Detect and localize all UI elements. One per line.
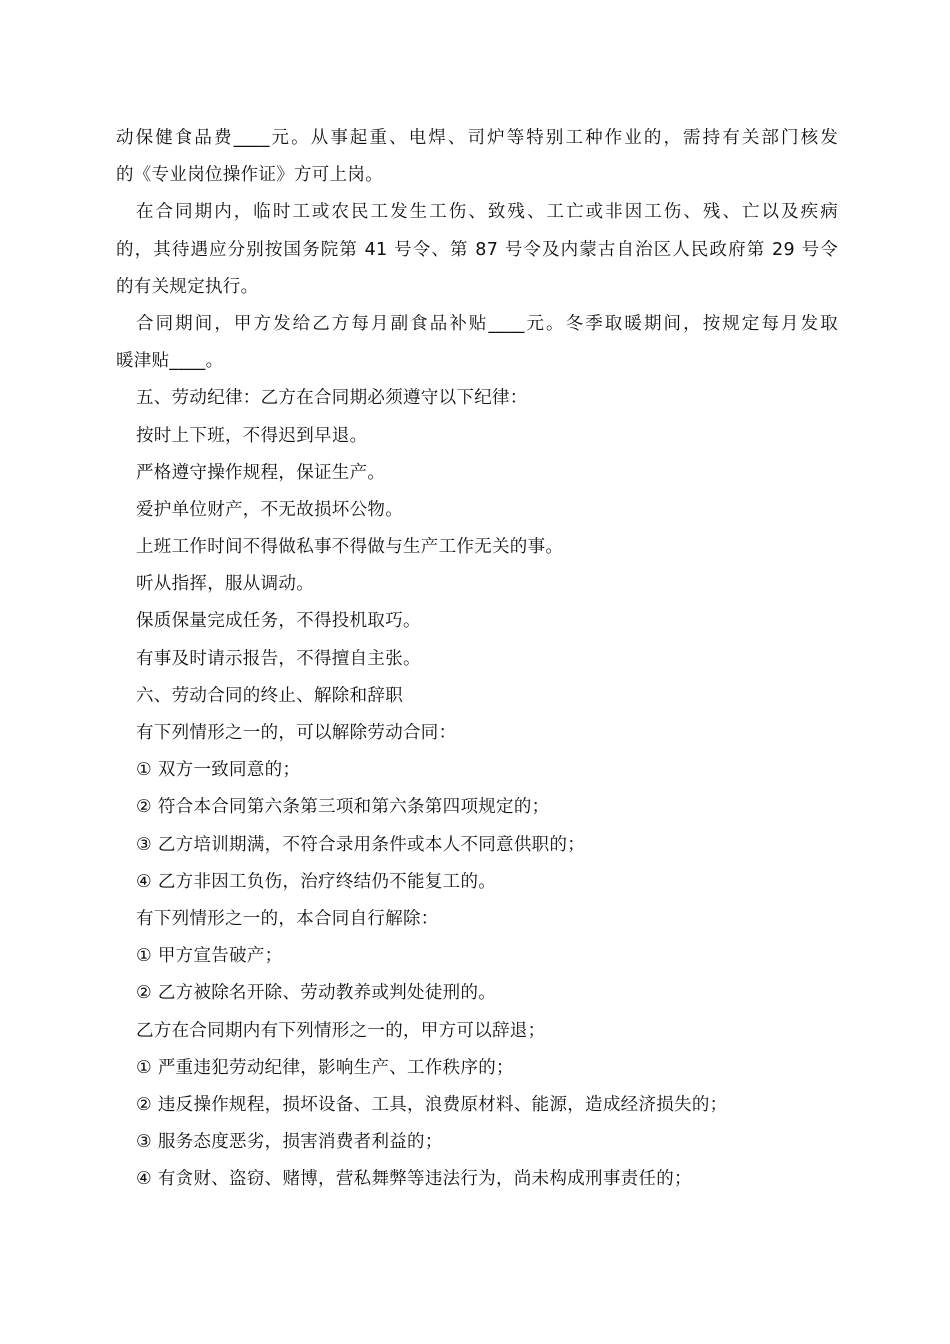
text-line: ② 乙方被除名开除、劳动教养或判处徒刑的。 xyxy=(136,983,497,1004)
text-line: 上班工作时间不得做私事不得做与生产工作无关的事。 xyxy=(136,537,564,558)
text-line: 暖津贴____。 xyxy=(116,351,224,372)
text-line: 有下列情形之一的，可以解除劳动合同： xyxy=(136,723,457,743)
text-line: 爱护单位财产，不无故损坏公物。 xyxy=(136,499,403,520)
text-line: 动保健食品费____元。从事起重、电焊、司炉等特别工种作业的，需持有关部门核发 xyxy=(116,128,838,148)
text-line: 合同期间，甲方发给乙方每月副食品补贴____元。冬季取暖期间，按规定每月发取 xyxy=(136,313,838,334)
text-line: 乙方在合同期内有下列情形之一的，甲方可以辞退； xyxy=(136,1020,546,1041)
text-line: ③ 乙方培训期满，不符合录用条件或本人不同意供职的； xyxy=(136,834,586,855)
text-line: 在合同期内，临时工或农民工发生工伤、致残、工亡或非因工伤、残、亡以及疾病 xyxy=(136,202,838,223)
text-line: ③ 服务态度恶劣，损害消费者利益的； xyxy=(136,1132,443,1153)
text-line: 五、劳动纪律：乙方在合同期必须遵守以下纪律： xyxy=(136,388,528,409)
text-line: 按时上下班，不得迟到早退。 xyxy=(136,425,368,446)
text-line: ① 甲方宣告破产； xyxy=(136,946,283,967)
text-line: 的有关规定执行。 xyxy=(116,276,259,297)
text-line: 的《专业岗位操作证》方可上岗。 xyxy=(116,165,383,186)
text-line: ② 符合本合同第六条第三项和第六条第四项规定的； xyxy=(136,797,550,818)
text-line: 的，其待遇应分别按国务院第 41 号令、第 87 号令及内蒙古自治区人民政府第 29 号令 xyxy=(116,239,838,260)
text-line: 六、劳动合同的终止、解除和辞职 xyxy=(136,685,403,706)
text-line: 有事及时请示报告，不得擅自主张。 xyxy=(136,648,421,669)
text-line: 保质保量完成任务，不得投机取巧。 xyxy=(136,611,421,632)
text-line: ① 严重违犯劳动纪律，影响生产、工作秩序的； xyxy=(136,1057,514,1078)
text-line: ① 双方一致同意的； xyxy=(136,760,301,781)
text-line: ④ 有贪财、盗窃、赌博，营私舞弊等违法行为，尚未构成刑事责任的； xyxy=(136,1169,692,1190)
text-line: 严格遵守操作规程，保证生产。 xyxy=(136,462,386,483)
text-line: ② 违反操作规程，损坏设备、工具，浪费原材料、能源，造成经济损失的； xyxy=(136,1094,728,1115)
text-line: ④ 乙方非因工负伤，治疗终结仍不能复工的。 xyxy=(136,871,497,892)
text-line: 有下列情形之一的，本合同自行解除： xyxy=(136,908,439,929)
text-line: 听从指挥，服从调动。 xyxy=(136,574,314,595)
document-body xyxy=(116,120,838,1198)
